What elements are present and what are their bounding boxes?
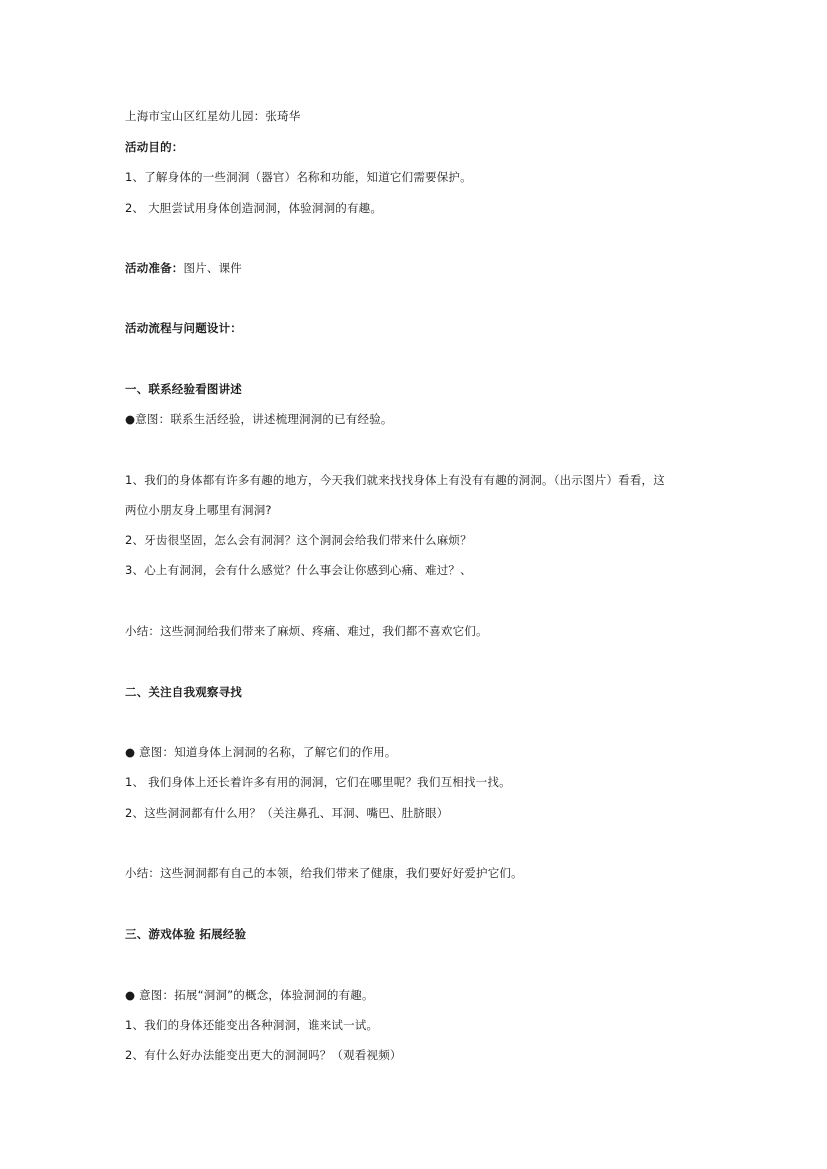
goals-heading: 活动目的： <box>125 140 184 154</box>
section-1-question-1-line-1: 1、我们的身体都有许多有趣的地方，今天我们就来找找身体上有没有有趣的洞洞。（出示图片）看看，这 <box>125 473 665 487</box>
section-1-intent: ●意图：联系生活经验，讲述梳理洞洞的已有经验。 <box>125 412 393 426</box>
section-1-question-3: 3、心上有洞洞，会有什么感觉？什么事会让你感到心痛、难过？、 <box>125 563 472 577</box>
section-2-summary: 小结：这些洞洞都有自己的本领，给我们带来了健康，我们要好好爱护它们。 <box>125 866 523 880</box>
section-2-question-2: 2、这些洞洞都有什么用？（关注鼻孔、耳洞、嘴巴、肚脐眼） <box>125 806 449 820</box>
section-2-question-1: 1、 我们身体上还长着许多有用的洞洞，它们在哪里呢？我们互相找一找。 <box>125 775 511 789</box>
author-line: 上海市宝山区红星幼儿园：张琦华 <box>125 109 301 123</box>
prep-heading: 活动准备： <box>125 261 184 275</box>
flow-heading: 活动流程与问题设计： <box>125 321 242 335</box>
section-1-question-1-line-2: 两位小朋友身上哪里有洞洞? <box>125 503 272 517</box>
goal-item-2: 2、 大胆尝试用身体创造洞洞，体验洞洞的有趣。 <box>125 201 383 215</box>
section-3-question-2: 2、有什么好办法能变出更大的洞洞吗？（观看视频） <box>125 1048 402 1062</box>
section-3-heading: 三、游戏体验 拓展经验 <box>125 927 247 941</box>
section-3-intent: ● 意图：拓展“洞洞”的概念，体验洞洞的有趣。 <box>125 988 374 1002</box>
prep-line <box>125 260 242 276</box>
section-3-question-1: 1、我们的身体还能变出各种洞洞，谁来试一试。 <box>125 1018 379 1032</box>
section-2-intent: ● 意图：知道身体上洞洞的名称，了解它们的作用。 <box>125 745 397 759</box>
section-1-question-2: 2、牙齿很坚固，怎么会有洞洞？这个洞洞会给我们带来什么麻烦？ <box>125 533 472 547</box>
prep-text: 图片、课件 <box>183 261 242 275</box>
section-2-heading: 二、关注自我观察寻找 <box>125 685 242 699</box>
goal-item-1: 1、了解身体的一些洞洞（器官）名称和功能，知道它们需要保护。 <box>125 170 472 184</box>
section-1-heading: 一、联系经验看图讲述 <box>125 382 242 396</box>
section-1-summary: 小结：这些洞洞给我们带来了麻烦、疼痛、难过，我们都不喜欢它们。 <box>125 624 488 638</box>
